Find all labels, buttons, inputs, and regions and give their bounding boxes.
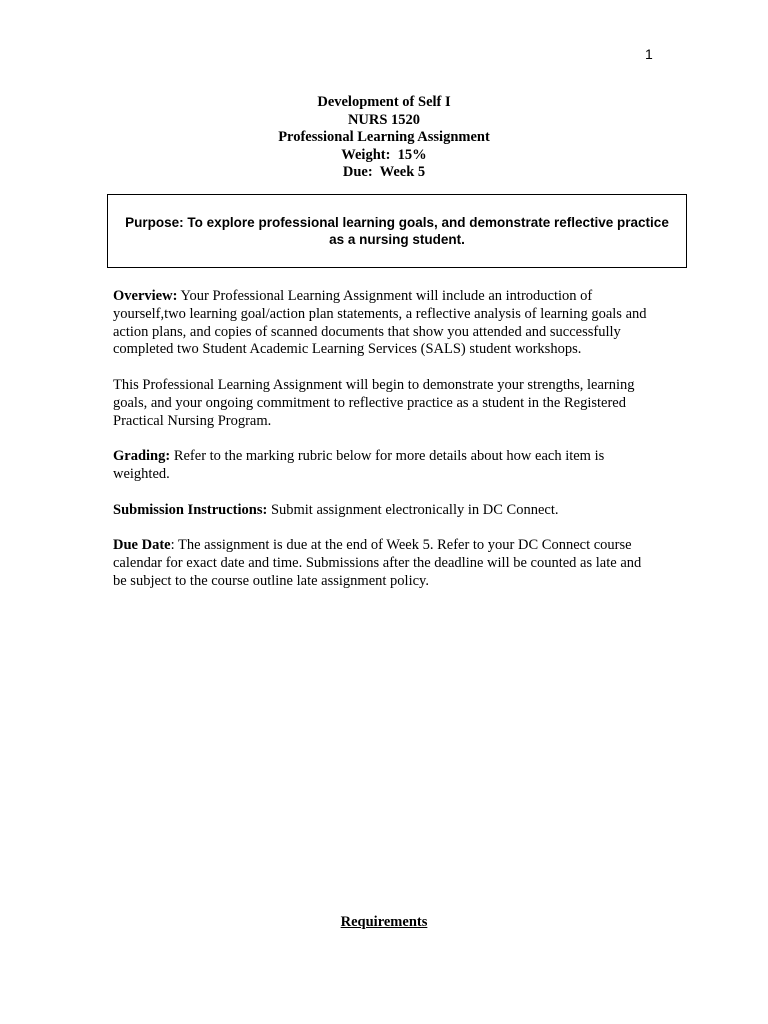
assignment-weight: Weight: 15% — [341, 146, 427, 163]
due-date-text: : The assignment is due at the end of Week 5. Refer to your DC Connect course calendar for exact date and time. Submissions after the deadline will be counted as late and be subject to the course outline late assignment policy. — [113, 537, 642, 589]
overview-paragraph — [113, 288, 658, 359]
course-title: Development of Self I — [317, 94, 451, 110]
due-date-label: Due Date — [113, 537, 171, 554]
assignment-due: Due: Week 5 — [342, 164, 426, 181]
page-number: 1 — [645, 46, 653, 62]
overview-text: Your Professional Learning Assignment will include an introduction of yourself,two learning goal/action plan statements, a reflective analysis of learning goals and action plans, and copies of scanned documents that show you attended and successfully completed two Student Academic Learning Services (SALS) student workshops. — [113, 288, 647, 358]
assignment-body — [113, 288, 658, 608]
course-code: NURS 1520 — [347, 111, 421, 128]
strengths-text: This Professional Learning Assignment will begin to demonstrate your strengths, learning goals, and your ongoing commitment to reflective practice as a student in the Registered Practical Nursing Program. — [113, 376, 635, 429]
document-title-block — [0, 94, 768, 182]
due-date-paragraph — [113, 537, 658, 590]
overview-label: Overview: — [113, 288, 178, 304]
grading-text: Refer to the marking rubric below for more details about how each item is weighted. — [113, 448, 605, 482]
submission-text: Submit assignment electronically in DC Connect. — [267, 501, 559, 518]
requirements-heading: Requirements — [340, 914, 428, 930]
submission-paragraph — [113, 502, 658, 520]
purpose-statement: Purpose: To explore professional learning goals, and demonstrate reflective practice as a nursing student. — [125, 215, 669, 247]
assignment-name: Professional Learning Assignment — [278, 129, 490, 146]
strengths-paragraph — [113, 377, 658, 430]
submission-label: Submission Instructions: — [113, 501, 268, 518]
grading-paragraph — [113, 448, 658, 484]
grading-label: Grading: — [113, 448, 171, 465]
purpose-box — [107, 194, 687, 268]
